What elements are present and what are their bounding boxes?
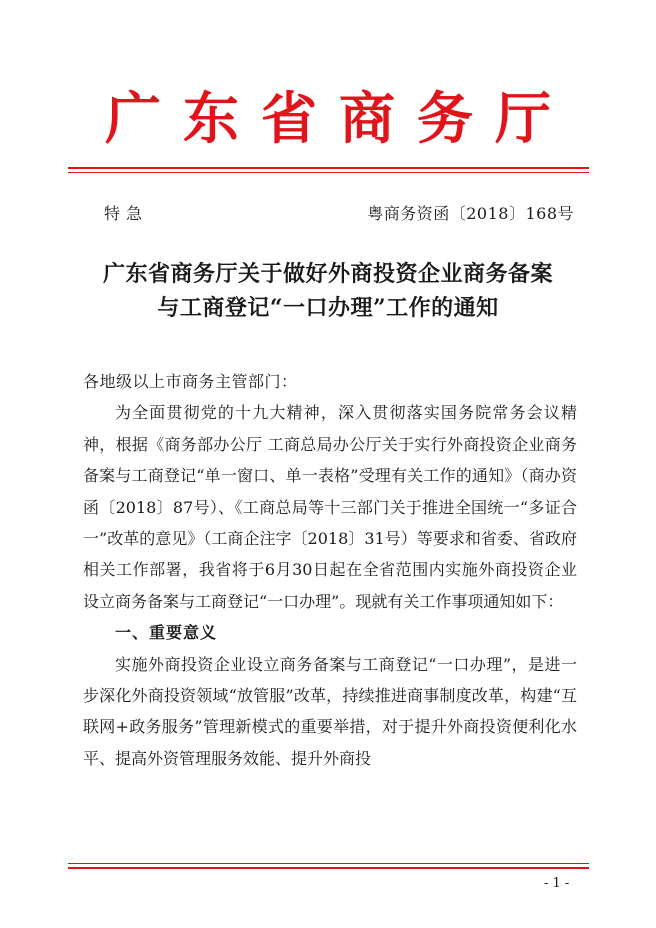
footer-red-rule-thin [68, 863, 589, 864]
urgency-label: 特急 [104, 204, 149, 223]
agency-header-title: 广东省商务厅 [105, 86, 573, 152]
document-title [60, 257, 596, 325]
section-heading-1: 一、重要意义 [115, 623, 218, 643]
document-number: 粤商务资函〔2018〕168号 [367, 204, 574, 223]
addressee-line: 各地级以上市商务主管部门： [83, 372, 298, 391]
footer-red-rule-thick [68, 867, 589, 869]
body-paragraph-2: 实施外商投资企业设立商务备案与工商登记“一口办理”，是进一步深化外商投资领域“放管服”改革，持续推进商事制度改革，构建“互联网+政务服务”管理新模式的重要举措，对于提升外商投资便利化水平、提高外资管理服务效能、提升外商投 [83, 654, 577, 768]
page-number: - 1 - [544, 876, 570, 891]
body-paragraph-1: 为全面贯彻党的十九大精神，深入贯彻落实国务院常务会议精神，根据《商务部办公厅 工商总局办公厅关于实行外商投资企业商务备案与工商登记“单一窗口、单一表格”受理有关工作的通知》（商办资函〔2018〕87号）、《工商总局等十三部门关于推进全国统一“多证合一”改革的意见》（工商企注字〔2018〕31号）等要求和省委、省政府相关工作部署，我省将于6月30日起在全省范围内实施外商投资企业设立商务备案与工商登记“一口办理”。现就有关工作事项通知如下： [83, 403, 577, 611]
document-body [83, 366, 577, 774]
header-red-rule-thick [68, 167, 589, 169]
document-title-line-1: 广东省商务厅关于做好外商投资企业商务备案 [102, 261, 553, 287]
document-title-line-2: 与工商登记“一口办理”工作的通知 [157, 295, 499, 321]
header-red-rule-thin [68, 172, 589, 173]
